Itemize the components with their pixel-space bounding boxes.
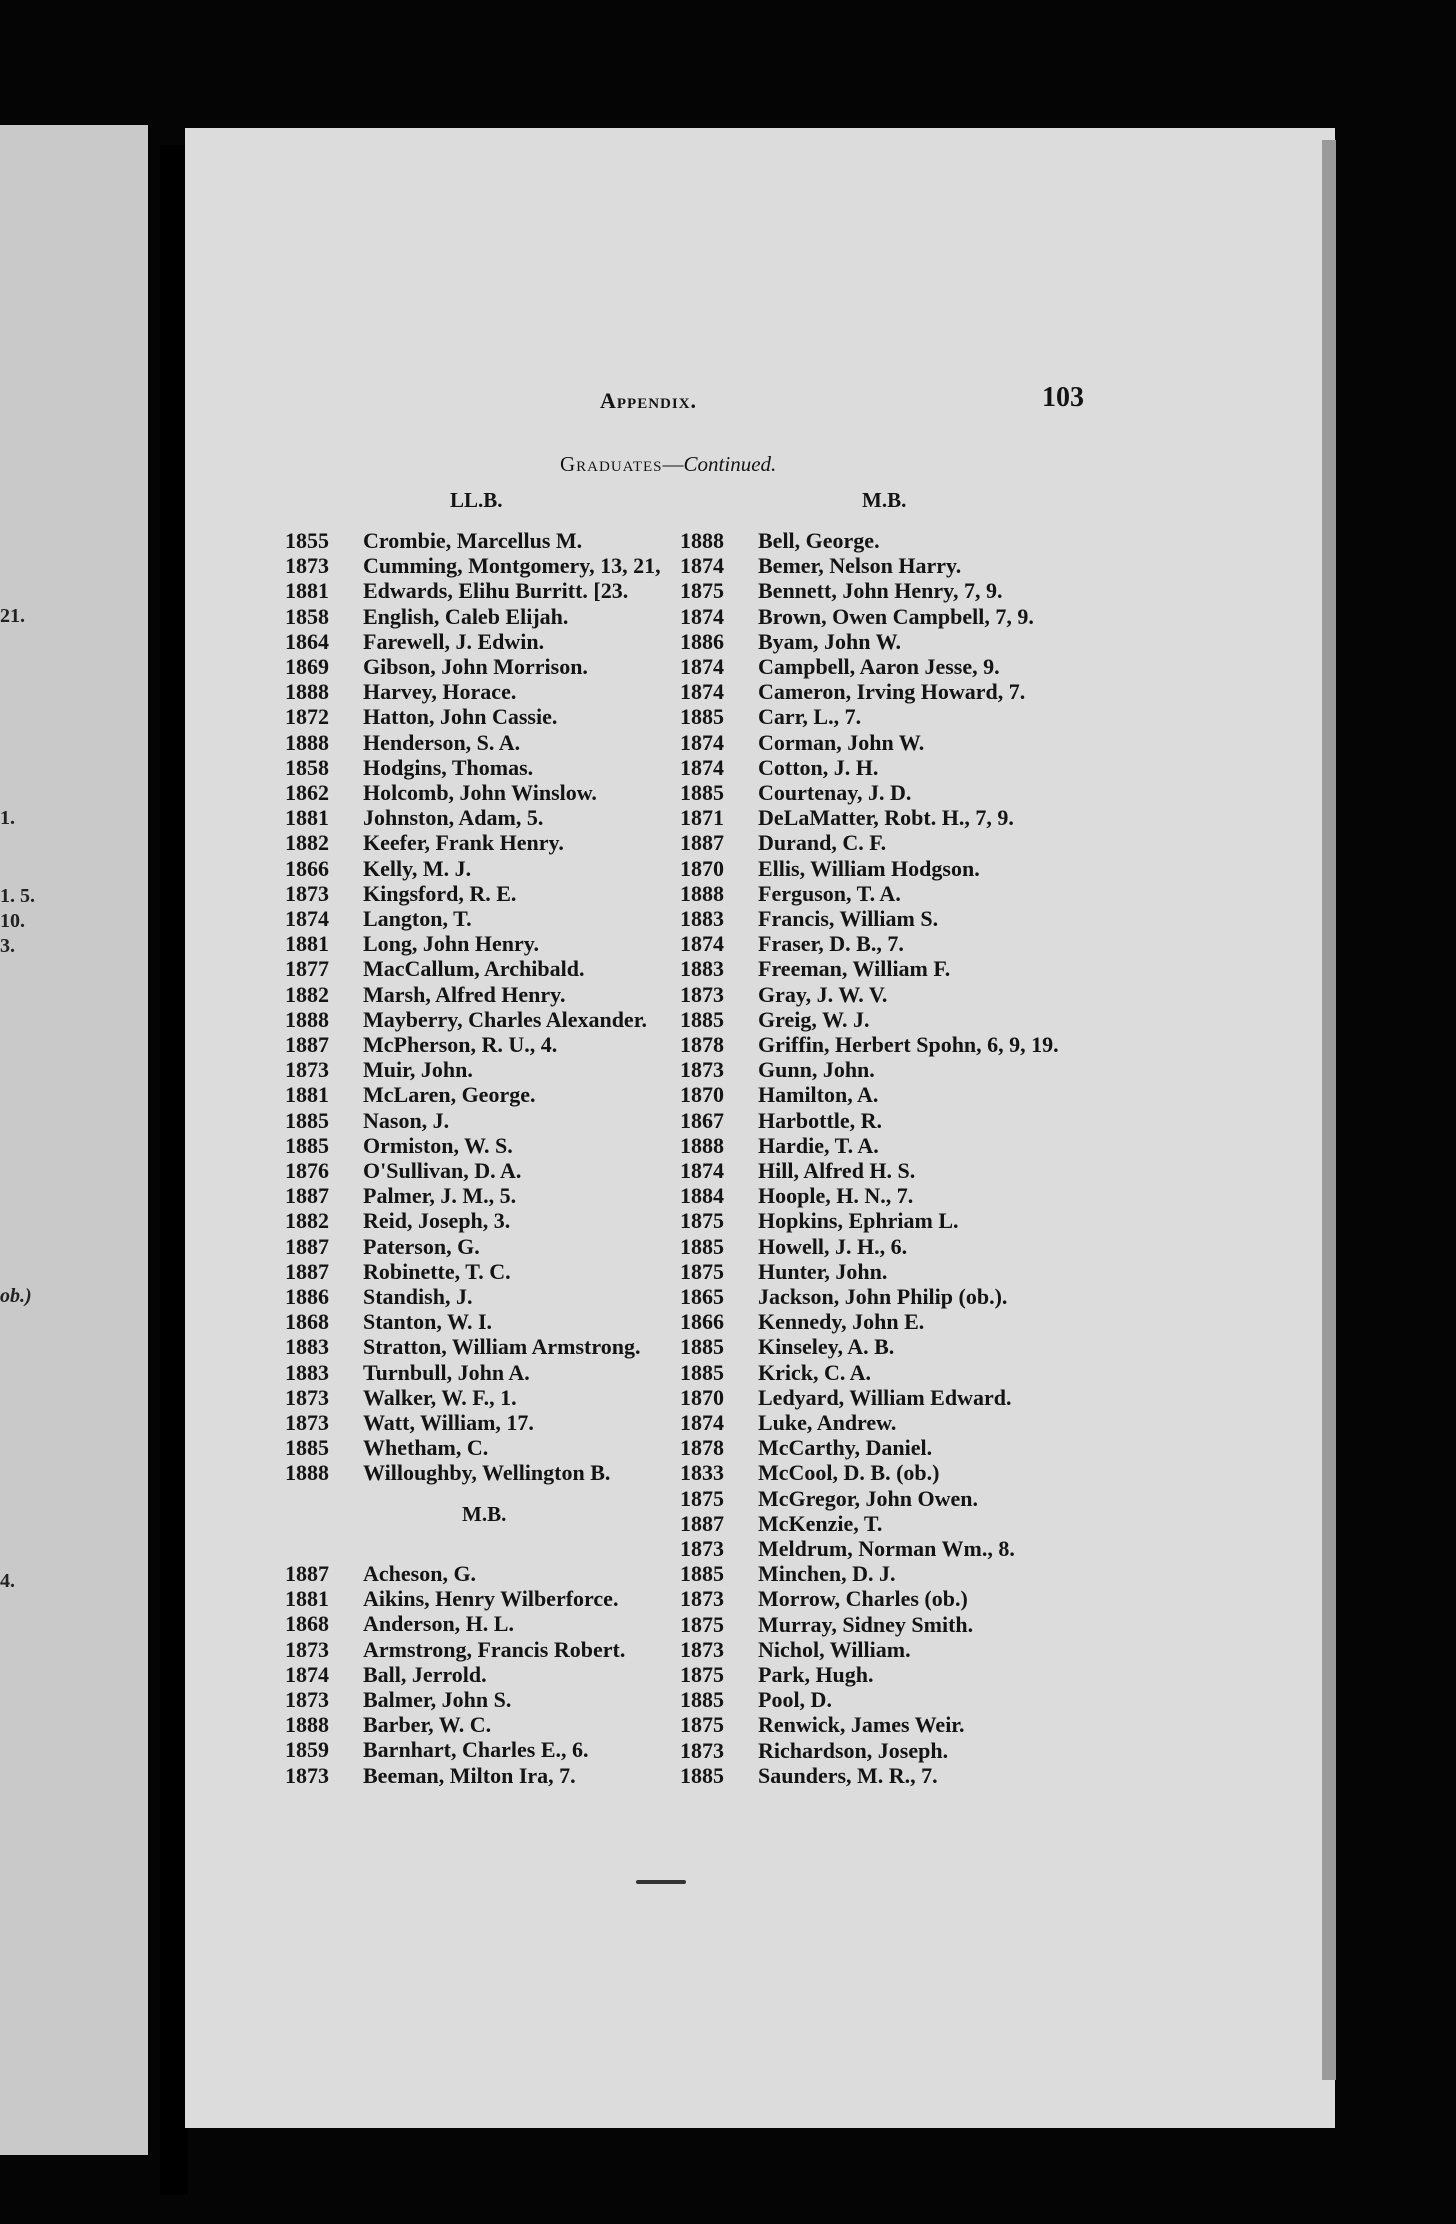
- graduation-year: 1873: [680, 1536, 724, 1561]
- graduate-name: Hatton, John Cassie.: [363, 704, 558, 730]
- graduate-name: Ormiston, W. S.: [363, 1132, 513, 1158]
- graduation-year: 1885: [680, 1561, 724, 1587]
- graduation-year: 1874: [680, 654, 724, 679]
- margin-fragment: ob.): [0, 1285, 32, 1307]
- graduate-name: Ledyard, William Edward.: [758, 1384, 1012, 1410]
- running-title: Appendix.: [600, 388, 698, 413]
- section-title-italic: Continued.: [683, 452, 777, 476]
- graduation-year: 1873: [680, 1057, 724, 1083]
- graduation-year: 1887: [680, 1510, 724, 1536]
- graduate-name: Hill, Alfred H. S.: [758, 1158, 916, 1183]
- graduation-year: 1881: [285, 931, 329, 957]
- graduate-name: Mayberry, Charles Alexander.: [363, 1006, 647, 1032]
- graduation-year: 1883: [680, 956, 724, 982]
- graduation-year: 1886: [285, 1284, 329, 1309]
- graduate-name: Anderson, H. L.: [363, 1611, 514, 1637]
- graduate-name: Hodgins, Thomas.: [363, 754, 534, 780]
- graduate-name: Bemer, Nelson Harry.: [758, 553, 962, 579]
- graduate-name: Howell, J. H., 6.: [758, 1233, 908, 1259]
- graduation-year: 1875: [680, 1208, 724, 1234]
- graduate-name: Henderson, S. A.: [363, 729, 521, 755]
- graduate-name: Holcomb, John Winslow.: [363, 780, 597, 805]
- graduate-name: MacCallum, Archibald.: [363, 956, 585, 982]
- graduate-name: McLaren, George.: [363, 1082, 536, 1108]
- graduation-year: 1881: [285, 578, 329, 604]
- graduation-year: 1885: [285, 1435, 329, 1461]
- graduation-year: 1870: [680, 1082, 724, 1108]
- graduation-year: 1873: [285, 1057, 329, 1083]
- graduation-year: 1885: [680, 1687, 724, 1713]
- graduate-name: Long, John Henry.: [363, 931, 540, 957]
- graduate-name: Barnhart, Charles E., 6.: [363, 1737, 589, 1763]
- graduate-name: Robinette, T. C.: [363, 1258, 511, 1284]
- graduation-year: 1888: [285, 679, 329, 705]
- graduate-name: Cumming, Montgomery, 13, 21,: [363, 553, 661, 579]
- graduate-name: Kelly, M. J.: [363, 855, 472, 881]
- section-title: [560, 452, 776, 477]
- graduate-name: Langton, T.: [363, 906, 472, 931]
- graduation-year: 1874: [285, 1661, 329, 1687]
- graduation-year: 1886: [680, 628, 724, 654]
- graduate-name: Willoughby, Wellington B.: [363, 1460, 611, 1486]
- graduate-name: Brown, Owen Campbell, 7, 9.: [758, 603, 1034, 629]
- graduation-year: 1874: [285, 906, 329, 931]
- graduation-year: 1873: [285, 880, 329, 906]
- graduate-name: Armstrong, Francis Robert.: [363, 1636, 626, 1662]
- graduation-year: 1881: [285, 1586, 329, 1612]
- graduation-year: 1878: [680, 1032, 724, 1057]
- graduation-year: 1887: [285, 1233, 329, 1259]
- graduation-year: 1873: [285, 1384, 329, 1410]
- graduation-year: 1855: [285, 528, 329, 553]
- graduation-year: 1887: [285, 1561, 329, 1586]
- graduate-name: Freeman, William F.: [758, 956, 951, 982]
- margin-fragment: 3.: [0, 935, 15, 957]
- graduate-name: Walker, W. F., 1.: [363, 1384, 517, 1410]
- section-title-dash: —: [662, 452, 684, 476]
- graduate-name: Greig, W. J.: [758, 1006, 870, 1032]
- graduate-name: Meldrum, Norman Wm., 8.: [758, 1536, 1015, 1561]
- page-ornament: [636, 1880, 686, 1884]
- graduation-year: 1866: [680, 1309, 724, 1335]
- graduate-name: Nason, J.: [363, 1107, 450, 1133]
- graduation-year: 1874: [680, 679, 724, 705]
- graduation-year: 1873: [285, 1636, 329, 1662]
- graduate-name: McCool, D. B. (ob.): [758, 1460, 940, 1486]
- graduate-name: Griffin, Herbert Spohn, 6, 9, 19.: [758, 1032, 1059, 1057]
- graduate-name: Standish, J.: [363, 1284, 473, 1309]
- graduation-year: 1883: [285, 1359, 329, 1385]
- graduation-year: 1833: [680, 1460, 724, 1486]
- graduate-name: McPherson, R. U., 4.: [363, 1032, 558, 1057]
- margin-fragment: 10.: [0, 910, 25, 932]
- graduate-name: Hopkins, Ephriam L.: [758, 1208, 959, 1234]
- graduation-year: 1875: [680, 1611, 724, 1637]
- graduate-name: Pool, D.: [758, 1687, 832, 1713]
- graduation-year: 1870: [680, 1384, 724, 1410]
- graduate-name: Campbell, Aaron Jesse, 9.: [758, 654, 1000, 679]
- graduate-name: Renwick, James Weir.: [758, 1712, 965, 1738]
- graduate-name: Gray, J. W. V.: [758, 981, 888, 1007]
- graduate-name: Turnbull, John A.: [363, 1359, 530, 1385]
- graduation-year: 1888: [285, 729, 329, 755]
- graduation-year: 1870: [680, 855, 724, 881]
- book-gutter: [160, 145, 188, 2195]
- graduate-name: Acheson, G.: [363, 1561, 477, 1586]
- graduate-name: Park, Hugh.: [758, 1662, 874, 1687]
- margin-fragment: 1. 5.: [0, 885, 35, 907]
- graduation-year: 1874: [680, 729, 724, 755]
- graduate-name: Richardson, Joseph.: [758, 1737, 949, 1763]
- graduation-year: 1868: [285, 1611, 329, 1637]
- graduation-year: 1874: [680, 1410, 724, 1435]
- graduate-name: Whetham, C.: [363, 1435, 489, 1461]
- graduation-year: 1858: [285, 754, 329, 780]
- graduate-name: Reid, Joseph, 3.: [363, 1208, 511, 1234]
- graduate-name: Nichol, William.: [758, 1636, 911, 1662]
- graduation-year: 1875: [680, 578, 724, 604]
- graduate-name: Luke, Andrew.: [758, 1410, 897, 1435]
- graduation-year: 1858: [285, 603, 329, 629]
- page-edge: [1322, 140, 1336, 2080]
- graduate-name: Bennett, John Henry, 7, 9.: [758, 578, 1003, 604]
- graduation-year: 1874: [680, 553, 724, 579]
- graduate-name: Johnston, Adam, 5.: [363, 805, 544, 831]
- graduation-year: 1885: [285, 1132, 329, 1158]
- graduate-name: Cotton, J. H.: [758, 754, 879, 780]
- graduate-name: Byam, John W.: [758, 628, 902, 654]
- graduate-name: Kingsford, R. E.: [363, 880, 517, 906]
- graduation-year: 1887: [285, 1183, 329, 1209]
- graduate-name: Jackson, John Philip (ob.).: [758, 1284, 1008, 1309]
- graduation-year: 1868: [285, 1309, 329, 1335]
- graduation-year: 1888: [285, 1006, 329, 1032]
- graduate-name: Stanton, W. I.: [363, 1309, 493, 1335]
- graduation-year: 1885: [680, 780, 724, 805]
- graduation-year: 1869: [285, 654, 329, 679]
- graduation-year: 1875: [680, 1662, 724, 1687]
- graduate-name: Stratton, William Armstrong.: [363, 1334, 641, 1360]
- graduate-name: Hardie, T. A.: [758, 1132, 879, 1158]
- graduation-year: 1874: [680, 603, 724, 629]
- graduate-name: Gunn, John.: [758, 1057, 875, 1083]
- graduation-year: 1874: [680, 931, 724, 957]
- graduation-year: 1864: [285, 628, 329, 654]
- graduation-year: 1865: [680, 1284, 724, 1309]
- graduate-name: Edwards, Elihu Burritt. [23.: [363, 578, 629, 604]
- graduation-year: 1885: [680, 1233, 724, 1259]
- graduate-name: Saunders, M. R., 7.: [758, 1762, 938, 1788]
- graduate-name: Krick, C. A.: [758, 1359, 872, 1385]
- graduation-year: 1888: [285, 1460, 329, 1486]
- graduate-name: Muir, John.: [363, 1057, 473, 1083]
- graduate-name: Corman, John W.: [758, 729, 925, 755]
- graduate-name: O'Sullivan, D. A.: [363, 1158, 522, 1183]
- graduation-year: 1874: [680, 1158, 724, 1183]
- graduation-year: 1875: [680, 1485, 724, 1511]
- graduation-year: 1873: [680, 1737, 724, 1763]
- graduation-year: 1862: [285, 780, 329, 805]
- graduate-name: McKenzie, T.: [758, 1510, 883, 1536]
- margin-fragment: 1.: [0, 807, 15, 829]
- graduate-name: Marsh, Alfred Henry.: [363, 981, 566, 1007]
- graduate-name: Hunter, John.: [758, 1258, 888, 1284]
- graduate-name: Aikins, Henry Wilberforce.: [363, 1586, 619, 1612]
- graduation-year: 1888: [680, 1132, 724, 1158]
- graduation-year: 1874: [680, 754, 724, 780]
- graduation-year: 1875: [680, 1258, 724, 1284]
- graduation-year: 1873: [680, 1636, 724, 1662]
- section-title-caps: Graduates: [560, 452, 663, 476]
- graduate-name: McCarthy, Daniel.: [758, 1435, 933, 1461]
- graduation-year: 1881: [285, 805, 329, 831]
- graduation-year: 1883: [680, 906, 724, 931]
- graduation-year: 1872: [285, 704, 329, 730]
- graduation-year: 1887: [285, 1258, 329, 1284]
- graduate-name: Durand, C. F.: [758, 830, 887, 856]
- graduation-year: 1888: [285, 1712, 329, 1738]
- graduate-name: Barber, W. C.: [363, 1712, 492, 1738]
- mb-right-heading: M.B.: [862, 488, 907, 512]
- graduate-name: Paterson, G.: [363, 1233, 480, 1259]
- graduate-name: Beeman, Milton Ira, 7.: [363, 1762, 576, 1788]
- graduation-year: 1881: [285, 1082, 329, 1108]
- graduate-name: Cameron, Irving Howard, 7.: [758, 679, 1026, 705]
- graduate-name: Bell, George.: [758, 528, 880, 553]
- graduation-year: 1859: [285, 1737, 329, 1763]
- graduation-year: 1885: [680, 1006, 724, 1032]
- graduation-year: 1871: [680, 805, 724, 831]
- graduation-year: 1877: [285, 956, 329, 982]
- graduation-year: 1882: [285, 830, 329, 856]
- graduate-name: Kinseley, A. B.: [758, 1334, 895, 1360]
- graduation-year: 1875: [680, 1712, 724, 1738]
- graduation-year: 1873: [680, 1586, 724, 1612]
- graduation-year: 1878: [680, 1435, 724, 1461]
- graduation-year: 1888: [680, 528, 724, 553]
- graduate-name: McGregor, John Owen.: [758, 1485, 978, 1511]
- graduate-name: English, Caleb Elijah.: [363, 603, 569, 629]
- graduation-year: 1888: [680, 880, 724, 906]
- graduation-year: 1885: [680, 1762, 724, 1788]
- graduate-name: Courtenay, J. D.: [758, 780, 912, 805]
- facing-page-fragment: [0, 125, 148, 2155]
- graduate-name: Fraser, D. B., 7.: [758, 931, 904, 957]
- graduate-name: Hamilton, A.: [758, 1082, 879, 1108]
- graduation-year: 1873: [285, 1762, 329, 1788]
- graduate-name: Harbottle, R.: [758, 1107, 883, 1133]
- graduation-year: 1867: [680, 1107, 724, 1133]
- graduate-name: Hoople, H. N., 7.: [758, 1183, 914, 1209]
- graduation-year: 1882: [285, 981, 329, 1007]
- graduation-year: 1884: [680, 1183, 724, 1209]
- graduate-name: DeLaMatter, Robt. H., 7, 9.: [758, 805, 1014, 831]
- graduation-year: 1885: [680, 1359, 724, 1385]
- graduate-name: Gibson, John Morrison.: [363, 654, 588, 679]
- graduation-year: 1873: [285, 1687, 329, 1712]
- graduate-name: Ellis, William Hodgson.: [758, 855, 980, 881]
- graduation-year: 1882: [285, 1208, 329, 1234]
- graduation-year: 1876: [285, 1158, 329, 1183]
- mb-left-heading: M.B.: [462, 1502, 507, 1526]
- margin-fragment: 21.: [0, 605, 25, 627]
- graduate-name: Watt, William, 17.: [363, 1410, 534, 1435]
- graduate-name: Kennedy, John E.: [758, 1309, 925, 1335]
- graduate-name: Harvey, Horace.: [363, 679, 517, 705]
- llb-heading: LL.B.: [450, 488, 503, 512]
- graduation-year: 1885: [285, 1107, 329, 1133]
- graduation-year: 1885: [680, 1334, 724, 1360]
- graduate-name: Minchen, D. J.: [758, 1561, 896, 1587]
- graduate-name: Balmer, John S.: [363, 1687, 512, 1712]
- graduate-name: Ball, Jerrold.: [363, 1661, 487, 1687]
- graduation-year: 1873: [680, 981, 724, 1007]
- graduate-name: Ferguson, T. A.: [758, 880, 901, 906]
- graduate-name: Palmer, J. M., 5.: [363, 1183, 517, 1209]
- graduate-name: Morrow, Charles (ob.): [758, 1586, 968, 1612]
- page-number: 103: [1042, 382, 1084, 413]
- graduate-name: Carr, L., 7.: [758, 704, 862, 730]
- graduation-year: 1873: [285, 1410, 329, 1435]
- graduation-year: 1883: [285, 1334, 329, 1360]
- graduate-name: Murray, Sidney Smith.: [758, 1611, 974, 1637]
- graduation-year: 1866: [285, 855, 329, 881]
- graduation-year: 1887: [285, 1032, 329, 1057]
- graduation-year: 1885: [680, 704, 724, 730]
- graduation-year: 1873: [285, 553, 329, 579]
- graduate-name: Crombie, Marcellus M.: [363, 528, 583, 553]
- graduate-name: Francis, William S.: [758, 906, 939, 931]
- graduate-name: Farewell, J. Edwin.: [363, 628, 545, 654]
- graduate-name: Keefer, Frank Henry.: [363, 830, 564, 856]
- graduation-year: 1887: [680, 830, 724, 856]
- margin-fragment: 4.: [0, 1570, 15, 1592]
